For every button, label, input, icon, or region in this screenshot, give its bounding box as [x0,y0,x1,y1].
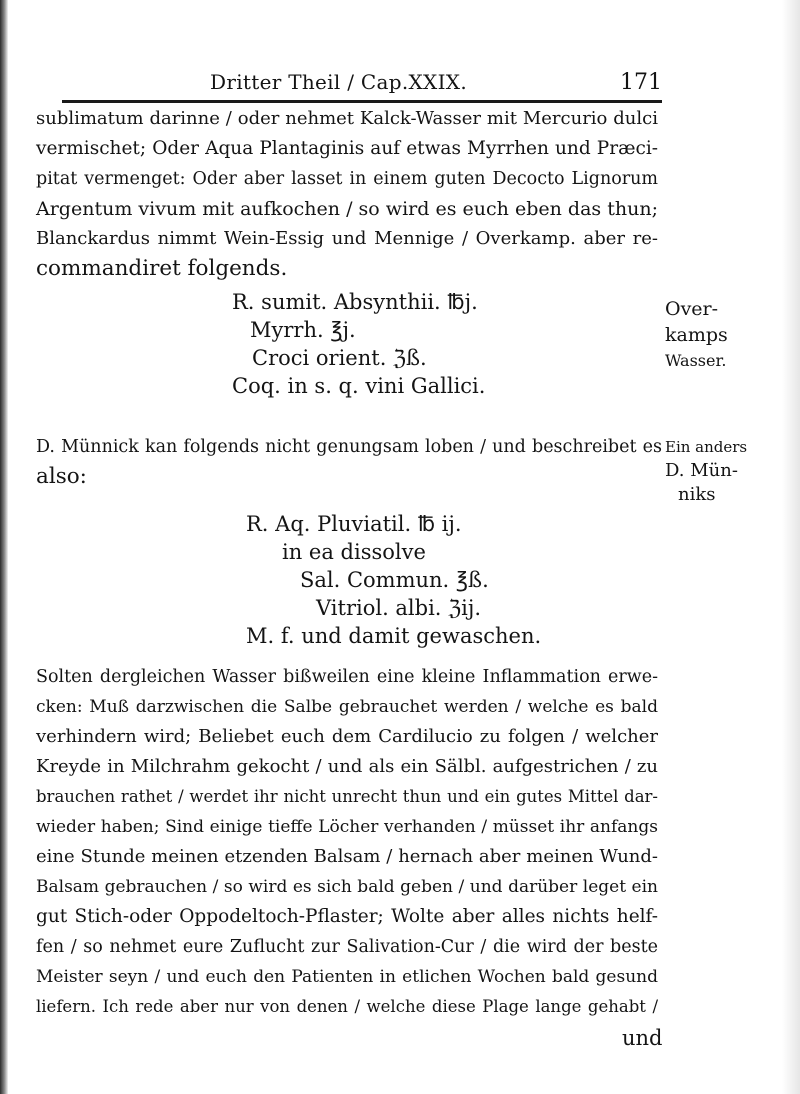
margin-line: D. Mün- [665,460,738,481]
text-line: fen / so nehmet eure Zuflucht zur Salivation-Cur / die wird der beste [36,937,658,957]
text-line: brauchen rathet / werdet ihr nicht unrecht thun und ein gutes Mittel dar- [36,787,658,806]
recipe-line: in ea dissolve [282,540,426,564]
recipe-line: Vitriol. albi. ℨij. [316,596,482,620]
text-line: pitat vermenget: Oder aber lasset in einem guten Decocto Lignorum [36,169,658,189]
text-line: Blanckardus nimmt Wein-Essig und Mennige / Overkamp. aber re- [36,228,658,249]
text-line: also: [36,464,87,489]
text-line: commandiret folgends. [36,256,288,281]
recipe-line: Myrrh. ℥j. [250,318,356,342]
recipe-line: Coq. in s. q. vini Gallici. [232,374,486,398]
text-line: eine Stunde meinen etzenden Balsam / hernach aber meinen Wund- [36,846,658,867]
text-line: vermischet; Oder Aqua Plantaginis auf etwas Myrrhen und Præci- [36,138,658,159]
text-line: liefern. Ich rede aber nur von denen / welche diese Plage lange gehabt / [36,997,658,1016]
text-line: wieder haben; Sind einige tieffe Löcher verhanden / müsset ihr anfangs [36,817,658,837]
text-line: verhindern wird; Beliebet euch dem Cardilucio zu folgen / welcher [36,726,658,747]
recipe-line: Sal. Commun. ℥ß. [300,568,489,592]
text-line: gut Stich-oder Oppodeltoch-Pflaster; Wolte aber alles nichts helf- [36,906,658,927]
recipe-line: M. f. und damit gewaschen. [246,624,542,648]
text-line: cken: Muß darzwischen die Salbe gebrauchet werden / welche es bald [36,697,658,717]
text-line: sublimatum darinne / oder nehmet Kalck-Wasser mit Mercurio dulci [36,108,658,129]
text-line: D. Münnick kan folgends nicht genungsam loben / und beschreibet es [36,437,662,457]
text-line: Kreyde in Milchrahm gekocht / und als ein Sälbl. aufgestrichen / zu [36,756,658,777]
text-line: Argentum vivum mit aufkochen / so wird es euch eben das thun; [36,198,658,220]
text-line: Solten dergleichen Wasser bißweilen eine kleine Inflammation erwe- [36,667,658,687]
recipe-line: R. sumit. Absynthii. ℔j. [232,290,478,314]
text-line: Balsam gebrauchen / so wird es sich bald geben / und darüber leget ein [36,877,658,897]
header-rule [62,100,662,103]
running-header: Dritter Theil / Cap.XXIX. [210,70,467,94]
margin-line: Over- [665,298,719,320]
margin-line: kamps [665,324,728,346]
catchword: und [622,1026,663,1050]
recipe-line: R. Aq. Pluviatil. ℔ ij. [246,512,462,536]
margin-line: Ein anders [665,438,748,456]
page-number: 171 [620,70,662,95]
text-line: Meister seyn / und euch den Patienten in etlichen Wochen bald gesund [36,967,658,987]
margin-line: niks [678,484,716,505]
margin-line: Wasser. [665,351,727,370]
recipe-line: Croci orient. ℨß. [252,346,427,370]
